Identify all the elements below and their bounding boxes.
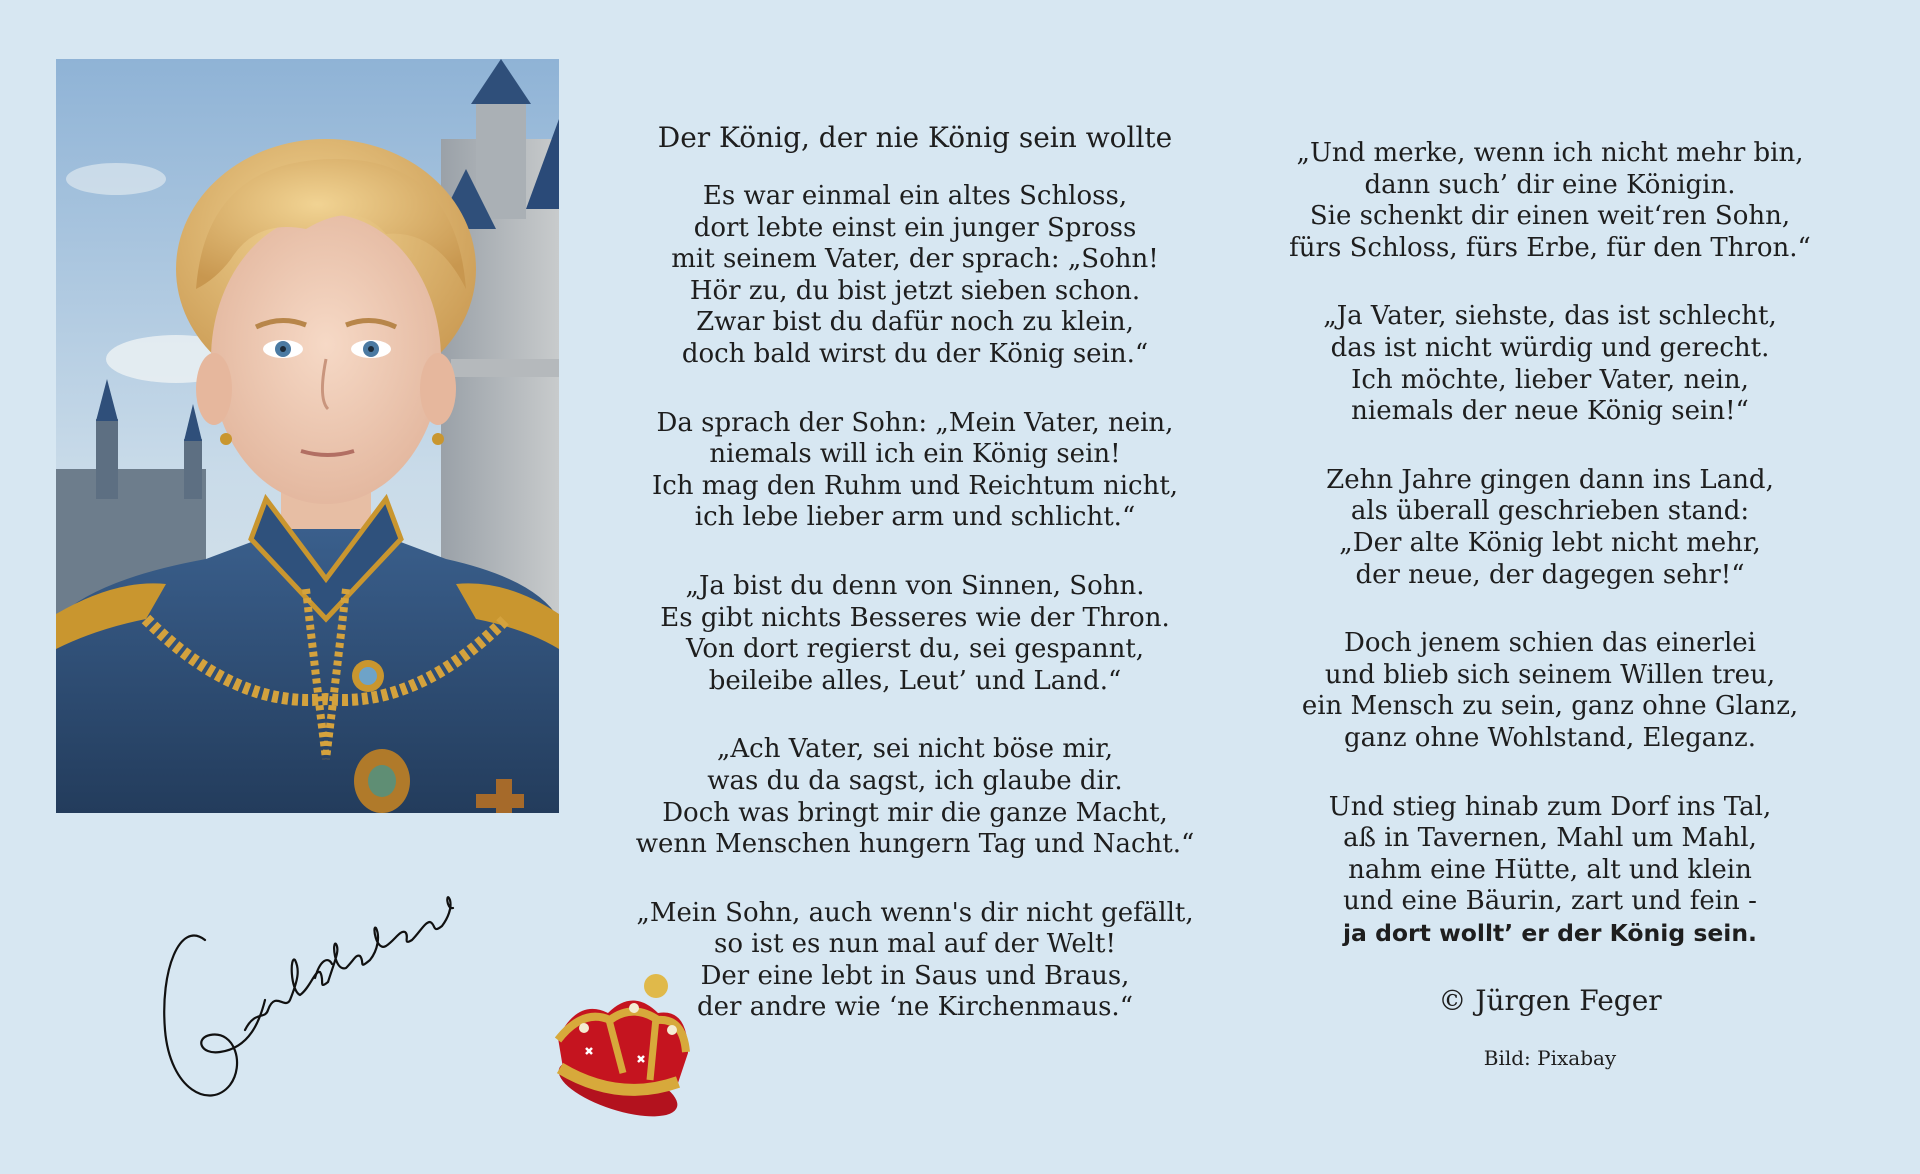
stanza bbox=[600, 181, 1230, 371]
stanza bbox=[1240, 465, 1860, 591]
poem-line: Von dort regierst du, sei gespannt, bbox=[685, 634, 1145, 665]
stanza bbox=[1240, 792, 1860, 950]
poem-line: „Ja Vater, siehste, das ist schlecht, bbox=[1323, 301, 1777, 332]
copyright: © Jürgen Feger bbox=[1438, 984, 1662, 1018]
poem-line: fürs Schloss, fürs Erbe, für den Thron.“ bbox=[1289, 232, 1811, 263]
signature-logo bbox=[150, 860, 470, 1120]
poem-line: doch bald wirst du der König sein.“ bbox=[681, 338, 1149, 369]
poem-line: Doch jenem schien das einerlei bbox=[1344, 628, 1756, 659]
poem-line: Zehn Jahre gingen dann ins Land, bbox=[1326, 464, 1774, 495]
stanza bbox=[600, 898, 1230, 1024]
poem-line: und eine Bäurin, zart und fein - bbox=[1343, 886, 1757, 917]
poem-line: aß in Tavernen, Mahl um Mahl, bbox=[1343, 823, 1757, 854]
poem-line: so ist es nun mal auf der Welt! bbox=[714, 929, 1116, 960]
poem-title: Der König, der nie König sein wollte bbox=[657, 121, 1173, 154]
stanza bbox=[1240, 628, 1860, 754]
poem-line: als überall geschrieben stand: bbox=[1350, 496, 1750, 527]
poem-line: Doch was bringt mir die ganze Macht, bbox=[662, 797, 1168, 828]
stanza bbox=[600, 734, 1230, 860]
poem-line: was du da sagst, ich glaube dir. bbox=[707, 765, 1123, 796]
poem-line: „Und merke, wenn ich nicht mehr bin, bbox=[1296, 138, 1804, 168]
stanza bbox=[1240, 301, 1860, 427]
poem-line: „Ach Vater, sei nicht böse mir, bbox=[716, 734, 1114, 765]
poem-line: nahm eine Hütte, alt und klein bbox=[1348, 854, 1752, 885]
poem-line: dann such’ dir eine Königin. bbox=[1364, 169, 1736, 200]
poem-line: „Mein Sohn, auch wenn's dir nicht gefällt, bbox=[636, 897, 1194, 928]
stanza bbox=[1240, 138, 1860, 264]
poem-line: Es gibt nichts Besseres wie der Thron. bbox=[660, 602, 1170, 633]
poem-line: der andre wie ‘ne Kirchenmaus.“ bbox=[697, 992, 1133, 1023]
poem-line: der neue, der dagegen sehr!“ bbox=[1355, 559, 1745, 590]
poem-line: ich lebe lieber arm und schlicht.“ bbox=[694, 502, 1136, 533]
poem-line: das ist nicht würdig und gerecht. bbox=[1330, 332, 1770, 363]
image-credit: Bild: Pixabay bbox=[1483, 1046, 1617, 1071]
poem-line: dort lebte einst ein junger Spross bbox=[693, 212, 1137, 243]
poem-line: Hör zu, du bist jetzt sieben schon. bbox=[689, 275, 1141, 306]
poem-line: Sie schenkt dir einen weit‘ren Sohn, bbox=[1309, 201, 1791, 232]
poem-line: „Ja bist du denn von Sinnen, Sohn. bbox=[685, 570, 1145, 601]
poem-line: Ich mag den Ruhm und Reichtum nicht, bbox=[651, 470, 1179, 501]
portrait-image bbox=[56, 59, 559, 813]
poem-line: Es war einmal ein altes Schloss, bbox=[702, 181, 1128, 211]
poem-line: Der eine lebt in Saus und Braus, bbox=[700, 960, 1130, 991]
poem-line: ein Mensch zu sein, ganz ohne Glanz, bbox=[1301, 691, 1799, 722]
stanza bbox=[600, 408, 1230, 534]
poem-line: Und stieg hinab zum Dorf ins Tal, bbox=[1328, 791, 1772, 822]
poem-line: beileibe alles, Leut’ und Land.“ bbox=[708, 665, 1122, 696]
poem-closing-line: ja dort wollt’ er der König sein. bbox=[1343, 918, 1757, 947]
poem-line: ganz ohne Wohlstand, Eleganz. bbox=[1343, 722, 1757, 753]
poem-left-column bbox=[600, 120, 1230, 1061]
poem-line: mit seinem Vater, der sprach: „Sohn! bbox=[671, 244, 1159, 275]
poem-line: Ich möchte, lieber Vater, nein, bbox=[1351, 364, 1749, 395]
stanza bbox=[600, 571, 1230, 697]
poem-line: „Der alte König lebt nicht mehr, bbox=[1339, 527, 1761, 558]
poem-line: Zwar bist du dafür noch zu klein, bbox=[696, 307, 1134, 338]
poem-line: und blieb sich seinem Willen treu, bbox=[1324, 659, 1776, 690]
poem-line: niemals der neue König sein!“ bbox=[1351, 396, 1749, 427]
poem-line: Da sprach der Sohn: „Mein Vater, nein, bbox=[656, 407, 1174, 438]
poem-line: wenn Menschen hungern Tag und Nacht.“ bbox=[635, 829, 1195, 860]
poem-right-column bbox=[1240, 138, 1860, 1070]
poem-line: niemals will ich ein König sein! bbox=[709, 439, 1121, 470]
